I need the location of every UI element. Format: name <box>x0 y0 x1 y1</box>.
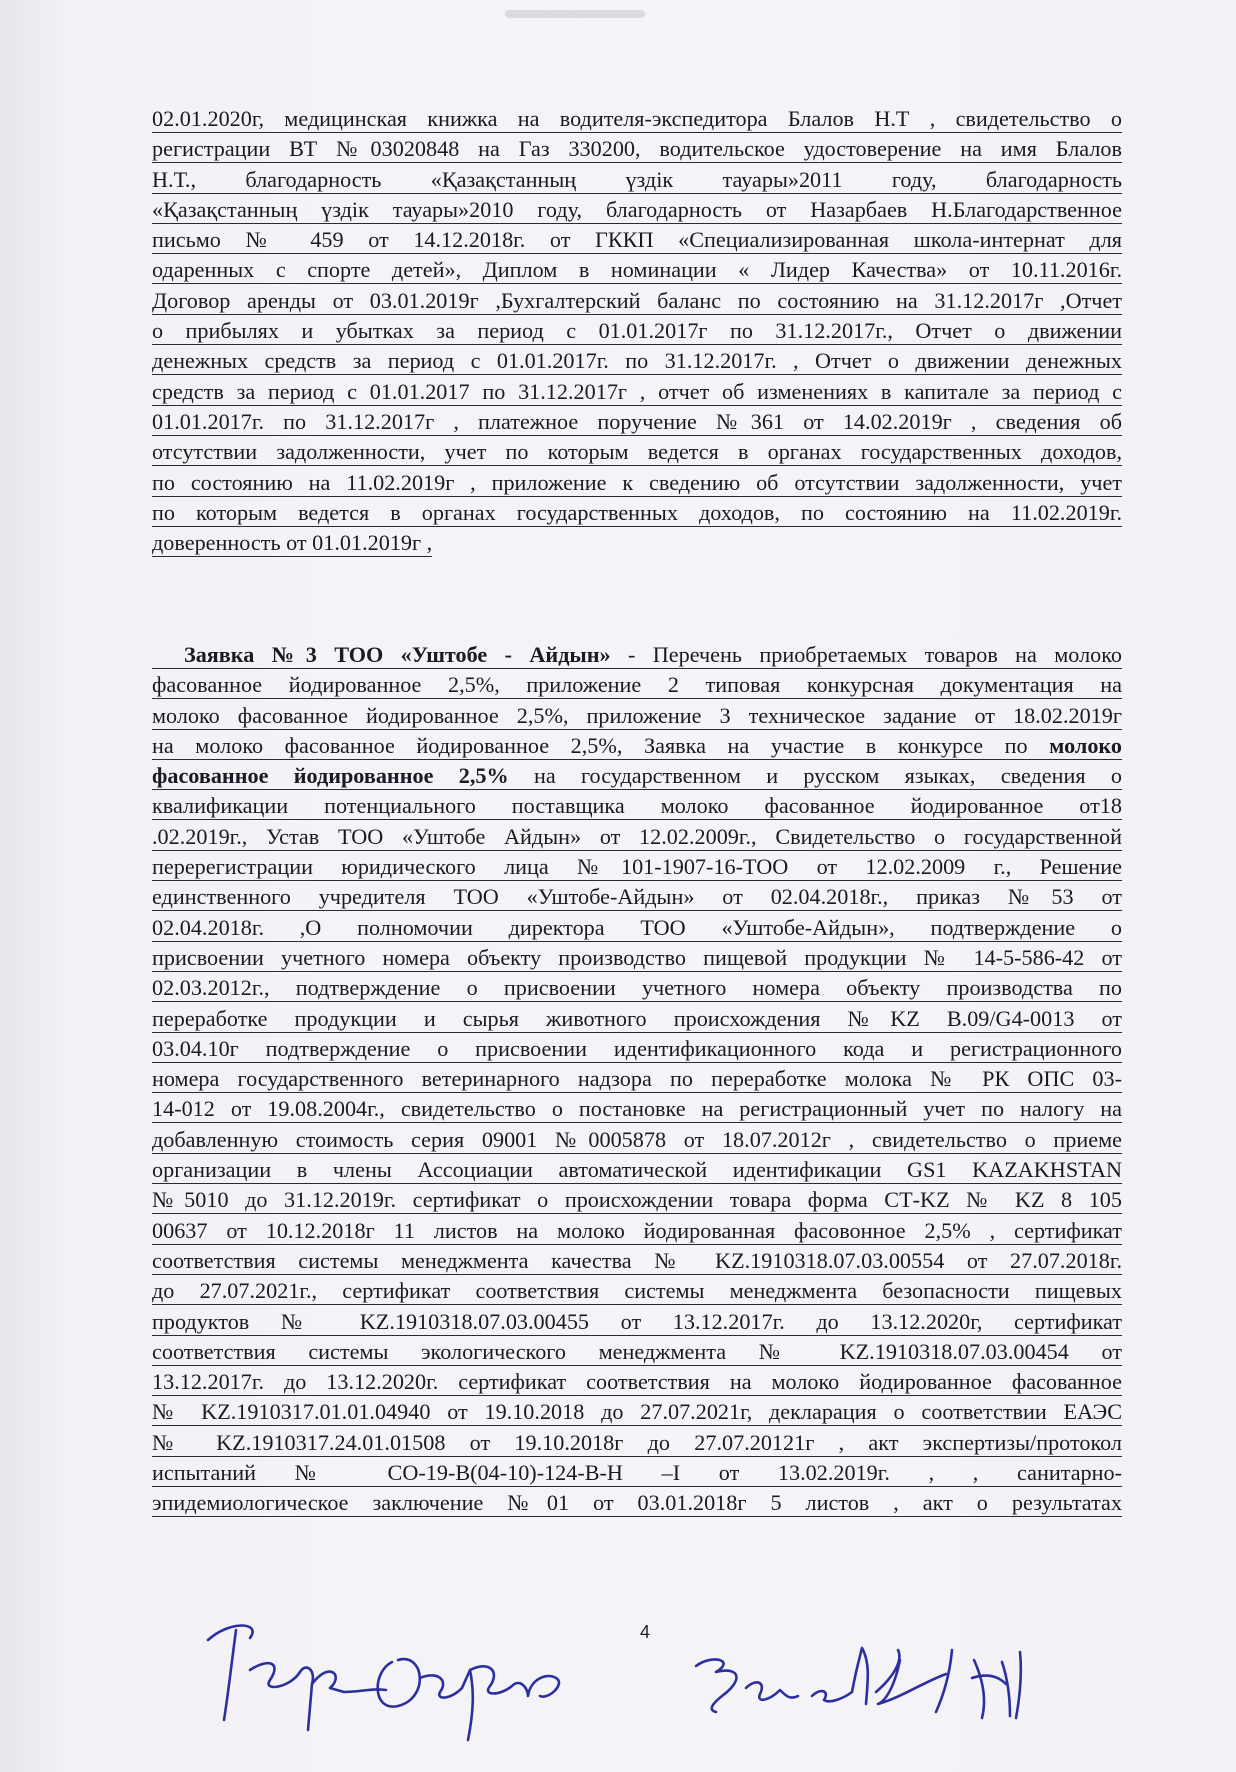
scan-smudge <box>505 10 645 18</box>
application-heading: Заявка №3 ТОО «Уштобе - Айдын» <box>184 642 611 667</box>
text-line: фасованное йодированное 2,5% на государственном и русском языках, сведения о <box>152 763 1122 789</box>
text-line: «Қазақстанның үздік тауары»2010 году, благодарность от Назарбаев Н.Благодарственное <box>152 196 1122 222</box>
text-line: 13.12.2017г. до 13.12.2020г. сертификат соответствия на молоко йодированное фасованное <box>152 1369 1122 1395</box>
signatures <box>0 1600 1236 1772</box>
text-line: до 27.07.2021г., сертификат соответствия системы менеджмента безопасности пищевых <box>152 1278 1122 1304</box>
text-line: .02.2019г., Устав ТОО «Уштобе Айдын» от 12.02.2009г., Свидетельство о государственной <box>152 823 1122 849</box>
text-line: продуктов № KZ.1910318.07.03.00455 от 13.12.2017г. до 13.12.2020г, сертификат <box>152 1308 1122 1334</box>
signature-2 <box>378 1659 559 1740</box>
text-line: перерегистрации юридического лица №101-1907-16-ТОО от 12.02.2009 г., Решение <box>152 854 1122 880</box>
text-line: денежных средств за период с 01.01.2017г. по 31.12.2017г. , Отчет о движении денежных <box>152 348 1122 374</box>
text-line: Заявка №3 ТОО «Уштобе - Айдын» - Перечень приобретаемых товаров на молоко <box>152 640 1122 669</box>
text-line: соответствия системы менеджмента качества № KZ.1910318.07.03.00554 от 27.07.2018г. <box>152 1247 1122 1273</box>
text-line: регистрации ВТ №03020848 на Газ 330200, водительское удостоверение на имя Блалов <box>152 136 1122 162</box>
text-line: 03.04.10г подтверждение о присвоении идентификационного кода и регистрационного <box>152 1035 1122 1061</box>
text-line: 02.04.2018г. ,О полномочии директора ТОО «Уштобе-Айдын», подтверждение о <box>152 914 1122 940</box>
text-line: средств за период с 01.01.2017 по 31.12.2017г , отчет об изменениях в капитале за период с <box>152 378 1122 404</box>
text-line: организации в члены Ассоциации автоматической идентификации GS1 KAZAKHSTAN <box>152 1157 1122 1183</box>
text-line: на молоко фасованное йодированное 2,5%, Заявка на участие в конкурсе по молоко <box>152 732 1122 758</box>
text-line: доверенность от 01.01.2019г , <box>152 530 433 556</box>
text-line: № KZ.1910317.24.01.01508 от 19.10.2018г до 27.07.20121г , акт экспертизы/протокол <box>152 1429 1122 1455</box>
text-line: добавленную стоимость серия 09001 №0005878 от 18.07.2012г , свидетельство о приеме <box>152 1126 1122 1152</box>
text-line: по которым ведется в органах государственных доходов, по состоянию на 11.02.2019г. <box>152 499 1122 525</box>
text-line: эпидемиологическое заключение №01 от 03.01.2018г 5 листов , акт о результатах <box>152 1490 1122 1516</box>
text-line: №5010 до 31.12.2019г. сертификат о происхождении товара форма СТ-KZ № KZ 8 105 <box>152 1187 1122 1213</box>
text-line: переработке продукции и сырья животного происхождения №KZ В.09/G4-0013 от <box>152 1005 1122 1031</box>
text-line: номера государственного ветеринарного надзора по переработке молока № РК ОПС 03- <box>152 1066 1122 1092</box>
text-line: квалификации потенциального поставщика молоко фасованное йодированное от18 <box>152 793 1122 819</box>
paragraph-application-3 <box>152 640 1122 1519</box>
text-line: соответствия системы экологического менеджмента № KZ.1910318.07.03.00454 от <box>152 1338 1122 1364</box>
text-line: одаренных с спорте детей», Диплом в номинации « Лидер Качества» от 10.11.2016г. <box>152 257 1122 283</box>
text-line: 00637 от 10.12.2018г 11 листов на молоко йодированная фасовонное 2,5% , сертификат <box>152 1217 1122 1243</box>
text-line: 01.01.2017г. по 31.12.2017г , платежное поручение №361 от 14.02.2019г , сведения об <box>152 408 1122 434</box>
text-line: 02.01.2020г, медицинская книжка на водителя-экспедитора Блалов Н.Т , свидетельство о <box>152 106 1122 131</box>
page-number: 4 <box>640 1622 651 1642</box>
text-line: испытаний № СО-19-В(04-10)-124-В-Н –I от 13.02.2019г. , , санитарно- <box>152 1460 1122 1486</box>
text-line: № KZ.1910317.01.01.04940 от 19.10.2018 до 27.07.2021г, декларация о соответствии ЕАЭС <box>152 1399 1122 1425</box>
text-line: фасованное йодированное 2,5%, приложение 2 типовая конкурсная документация на <box>152 672 1122 698</box>
signature-3 <box>696 1648 1021 1718</box>
paragraph-continued <box>152 104 1122 558</box>
text-line: о прибылях и убытках за период с 01.01.2017г по 31.12.2017г., Отчет о движении <box>152 318 1122 344</box>
text-line: единственного учредителя ТОО «Уштобе-Айдын» от 02.04.2018г., приказ №53 от <box>152 884 1122 910</box>
text-line: молоко фасованное йодированное 2,5%, приложение 3 техническое задание от 18.02.2019г <box>152 702 1122 728</box>
text-line: 14-012 от 19.08.2004г., свидетельство о постановке на регистрационный учет по налогу на <box>152 1096 1122 1122</box>
text-line: 02.03.2012г., подтверждение о присвоении учетного номера объекту производства по <box>152 975 1122 1001</box>
text-line: письмо № 459 от 14.12.2018г. от ГККП «Специализированная школа-интернат для <box>152 227 1122 253</box>
text-line: Договор аренды от 03.01.2019г ,Бухгалтерский баланс по состоянию на 31.12.2017г ,Отчет <box>152 287 1122 313</box>
text-line: отсутствии задолженности, учет по которым ведется в органах государственных доходов, <box>152 439 1122 465</box>
text-line: по состоянию на 11.02.2019г , приложение к сведению об отсутствии задолженности, учет <box>152 469 1122 495</box>
text-line: Н.Т., благодарность «Қазақстанның үздік тауары»2011 году, благодарность <box>152 166 1122 192</box>
signature-1 <box>208 1626 386 1731</box>
text-line: присвоении учетного номера объекту производство пищевой продукции № 14-5-586-42 от <box>152 944 1122 970</box>
